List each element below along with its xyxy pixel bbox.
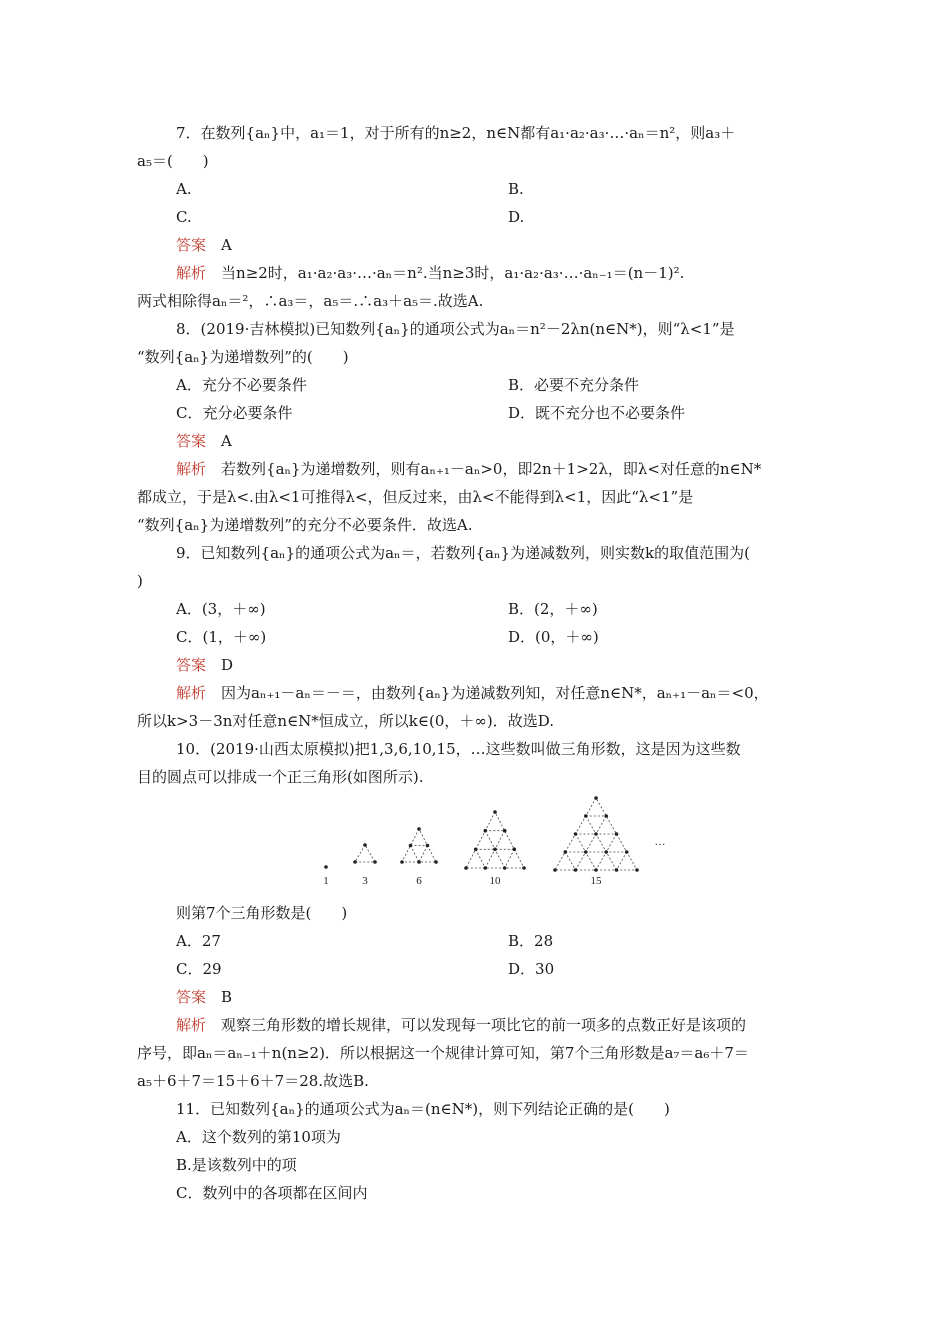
solution-text: 若数列{aₙ}为递增数列，则有aₙ₊₁－aₙ>0，即2n＋1>2λ，即λ<对任意的n∈N* xyxy=(221,460,762,478)
q8-answer xyxy=(176,431,232,451)
q9-solution-line1 xyxy=(176,683,769,703)
q9-answer xyxy=(176,655,233,675)
solution-text: 当n≥2时，a₁·a₂·a₃·…·aₙ＝n².当n≥3时，a₁·a₂·a₃·…·aₙ₋₁＝(n－1)². xyxy=(221,264,685,282)
q9-stem-line2: ) xyxy=(137,572,143,590)
answer-value: B xyxy=(221,988,233,1006)
figure-label-15: 15 xyxy=(590,875,602,887)
figure-label-6: 6 xyxy=(416,875,422,887)
q10-option-c: C．29 xyxy=(176,960,222,978)
answer-label: 答案 xyxy=(176,236,207,254)
triangular-numbers-figure xyxy=(310,795,680,890)
q8-option-b: B．必要不充分条件 xyxy=(508,376,640,394)
answer-value: A xyxy=(221,432,232,450)
q9-option-b: B．(2，＋∞) xyxy=(508,600,598,618)
q10-question: 则第7个三角形数是( ) xyxy=(176,904,348,922)
q10-option-a: A．27 xyxy=(176,932,221,950)
q7-answer xyxy=(176,235,232,255)
q10-stem-line2: 目的圆点可以排成一个正三角形(如图所示). xyxy=(137,768,424,786)
q9-option-d: D．(0，＋∞) xyxy=(508,628,599,646)
answer-label: 答案 xyxy=(176,988,207,1006)
q7-solution-line2: 两式相除得aₙ＝²，∴a₃＝，a₅＝.∴a₃＋a₅＝.故选A. xyxy=(137,292,484,310)
q11-option-a: A．这个数列的第10项为 xyxy=(176,1128,341,1146)
q8-option-d: D．既不充分也不必要条件 xyxy=(508,404,686,422)
q10-solution-line2: 序号，即aₙ＝aₙ₋₁＋n(n≥2)．所以根据这一个规律计算可知，第7个三角形数是a₇＝a₆＋7＝ xyxy=(137,1044,749,1062)
q9-solution-line2: 所以k>3－3n对任意n∈N*恒成立，所以k∈(0，＋∞)．故选D. xyxy=(137,712,554,730)
q8-solution-line2: 都成立，于是λ<.由λ<1可推得λ<，但反过来，由λ<不能得到λ<1，因此“λ<1”是 xyxy=(137,488,694,506)
figure-label-10: 10 xyxy=(489,875,501,887)
solution-text: 观察三角形数的增长规律，可以发现每一项比它的前一项多的点数正好是该项的 xyxy=(221,1016,747,1034)
figure-ellipsis: … xyxy=(654,836,666,848)
q8-solution-line3: “数列{aₙ}为递增数列”的充分不必要条件．故选A. xyxy=(137,516,473,534)
solution-label: 解析 xyxy=(176,264,207,282)
q8-stem-line2: “数列{aₙ}为递增数列”的( ) xyxy=(137,348,349,366)
solution-label: 解析 xyxy=(176,460,207,478)
q9-option-c: C．(1，＋∞) xyxy=(176,628,267,646)
q8-option-c: C．充分必要条件 xyxy=(176,404,293,422)
q7-option-d: D. xyxy=(508,208,525,226)
q8-solution-line1 xyxy=(176,459,761,479)
q10-solution-line3: a₅＋6＋7＝15＋6＋7＝28.故选B. xyxy=(137,1072,369,1090)
figure-label-1: 1 xyxy=(323,875,329,887)
q10-answer xyxy=(176,987,232,1007)
q7-option-c: C. xyxy=(176,208,192,226)
q7-option-b: B. xyxy=(508,180,524,198)
answer-label: 答案 xyxy=(176,432,207,450)
q10-solution-line1 xyxy=(176,1015,746,1035)
q9-option-a: A．(3，＋∞) xyxy=(176,600,266,618)
solution-label: 解析 xyxy=(176,1016,207,1034)
figure-label-3: 3 xyxy=(362,875,368,887)
q7-stem-line2: a₅＝( ) xyxy=(137,152,209,170)
q10-stem-line1: 10．(2019·山西太原模拟)把1,3,6,10,15，…这些数叫做三角形数，这是因为这些数 xyxy=(176,740,741,758)
q11-option-c: C．数列中的各项都在区间内 xyxy=(176,1184,368,1202)
q11-option-b: B.是该数列中的项 xyxy=(176,1156,297,1174)
q8-stem-line1: 8．(2019·吉林模拟)已知数列{aₙ}的通项公式为aₙ＝n²－2λn(n∈N*)，则“λ<1”是 xyxy=(176,320,735,338)
q7-stem-line1: 7．在数列{aₙ}中，a₁＝1，对于所有的n≥2，n∈N都有a₁·a₂·a₃·…·aₙ＝n²，则a₃＋ xyxy=(176,124,736,142)
answer-value: A xyxy=(221,236,232,254)
q7-option-a: A. xyxy=(176,180,192,198)
solution-text: 因为aₙ₊₁－aₙ＝－＝，由数列{aₙ}为递减数列知，对任意n∈N*，aₙ₊₁－aₙ＝<0， xyxy=(221,684,769,702)
q8-option-a: A．充分不必要条件 xyxy=(176,376,307,394)
q7-solution-line1 xyxy=(176,263,684,283)
q11-stem-line1: 11．已知数列{aₙ}的通项公式为aₙ＝(n∈N*)，则下列结论正确的是( ) xyxy=(176,1100,670,1118)
answer-value: D xyxy=(221,656,234,674)
q10-option-d: D．30 xyxy=(508,960,555,978)
q10-option-b: B．28 xyxy=(508,932,554,950)
q9-stem-line1: 9．已知数列{aₙ}的通项公式为aₙ＝，若数列{aₙ}为递减数列，则实数k的取值范围为( xyxy=(176,544,750,562)
solution-label: 解析 xyxy=(176,684,207,702)
answer-label: 答案 xyxy=(176,656,207,674)
